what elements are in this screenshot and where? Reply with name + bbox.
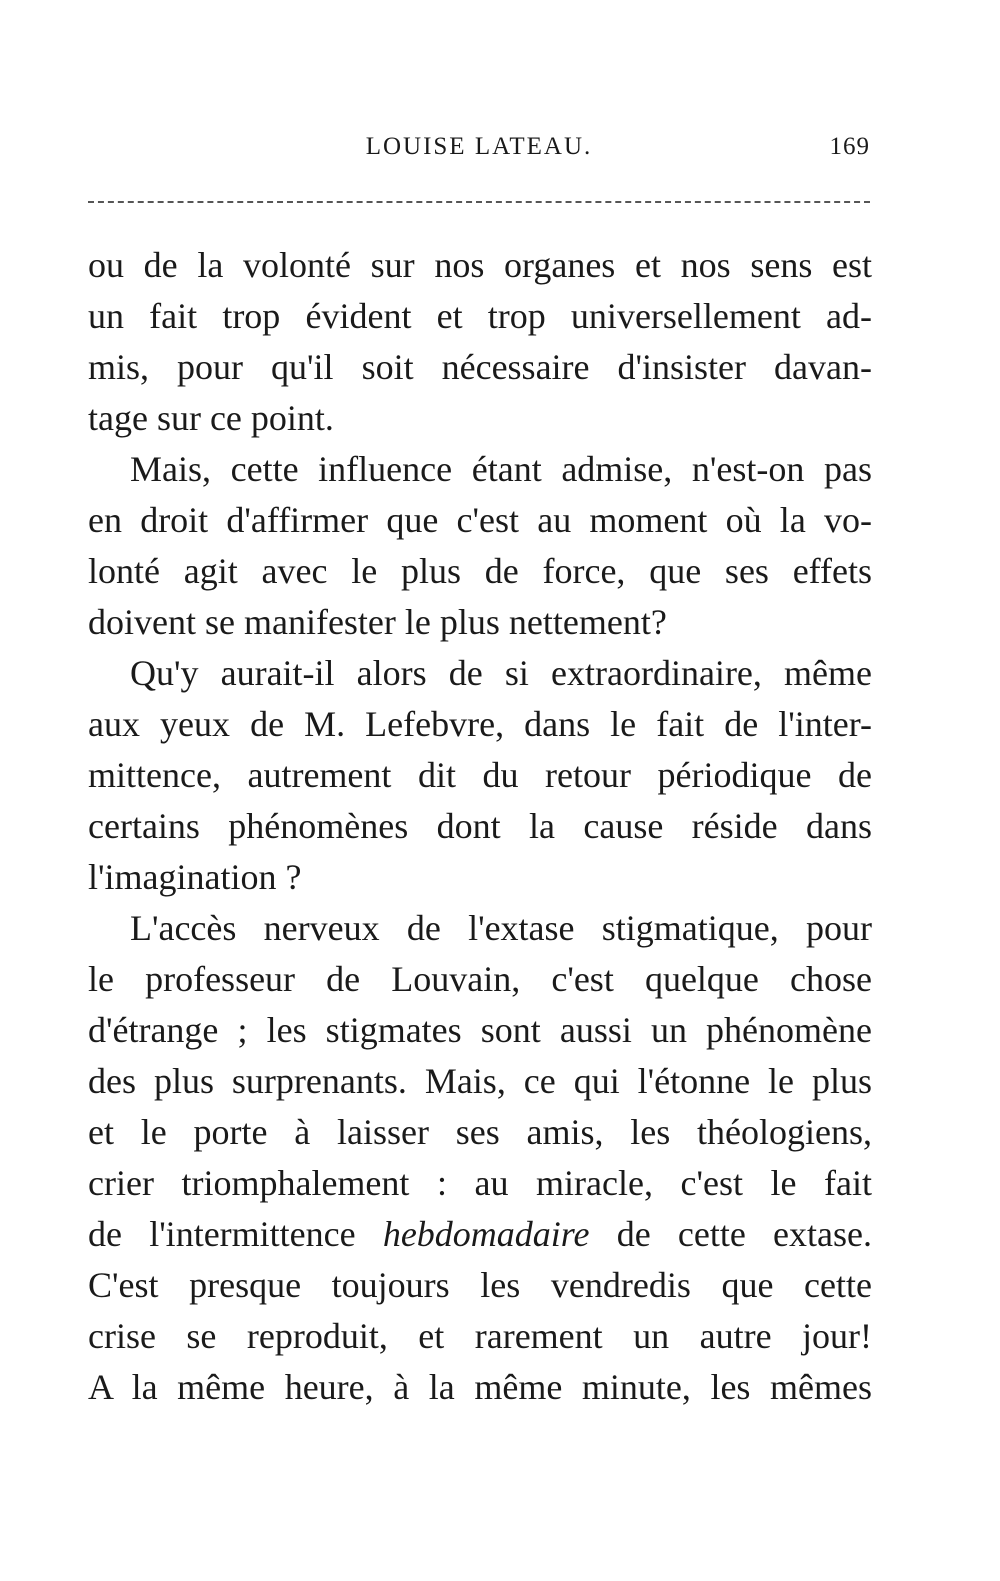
text-line: certains phénomènes dont la cause réside dans: [88, 806, 872, 846]
body-text: [88, 240, 872, 1413]
text-line: L'accès nerveux de l'extase stigmatique, pour: [130, 908, 872, 948]
text-line: des plus surprenants. Mais, ce qui l'étonne le plus: [88, 1061, 872, 1101]
text-line: crier triomphalement : au miracle, c'est le fait: [88, 1163, 872, 1203]
text-segment: de cette extase.: [589, 1214, 872, 1254]
text-line: doivent se manifester le plus nettement?: [88, 602, 667, 642]
text-line: et le porte à laisser ses amis, les théologiens,: [88, 1112, 872, 1152]
text-line: un fait trop évident et trop universellement ad-: [88, 296, 872, 336]
text-line-with-italic: [88, 1209, 872, 1260]
text-line: A la même heure, à la même minute, les mêmes: [88, 1367, 872, 1407]
text-line: Qu'y aurait-il alors de si extraordinaire, même: [130, 653, 872, 693]
text-line: C'est presque toujours les vendredis que cette: [88, 1265, 872, 1305]
italic-word: hebdomadaire: [382, 1214, 590, 1254]
text-line: lonté agit avec le plus de force, que ses effets: [88, 551, 872, 591]
text-line: tage sur ce point.: [88, 398, 334, 438]
text-segment: de l'intermittence: [88, 1214, 383, 1254]
page-number: 169: [829, 133, 870, 160]
text-line: l'imagination ?: [88, 857, 302, 897]
text-line: le professeur de Louvain, c'est quelque chose: [88, 959, 872, 999]
text-line: aux yeux de M. Lefebvre, dans le fait de l'inter-: [88, 704, 872, 744]
text-line: Mais, cette influence étant admise, n'est-on pas: [130, 449, 872, 489]
text-line: en droit d'affirmer que c'est au moment où la vo-: [88, 500, 872, 540]
text-line: mis, pour qu'il soit nécessaire d'insister davan-: [88, 347, 872, 387]
text-line: crise se reproduit, et rarement un autre jour!: [88, 1316, 872, 1356]
text-line: d'étrange ; les stigmates sont aussi un phénomène: [88, 1010, 872, 1050]
running-head: [88, 133, 870, 169]
header-rule: [88, 201, 870, 203]
text-line: ou de la volonté sur nos organes et nos sens est: [88, 245, 872, 285]
text-line: mittence, autrement dit du retour périodique de: [88, 755, 872, 795]
running-title: LOUISE LATEAU.: [365, 133, 593, 160]
